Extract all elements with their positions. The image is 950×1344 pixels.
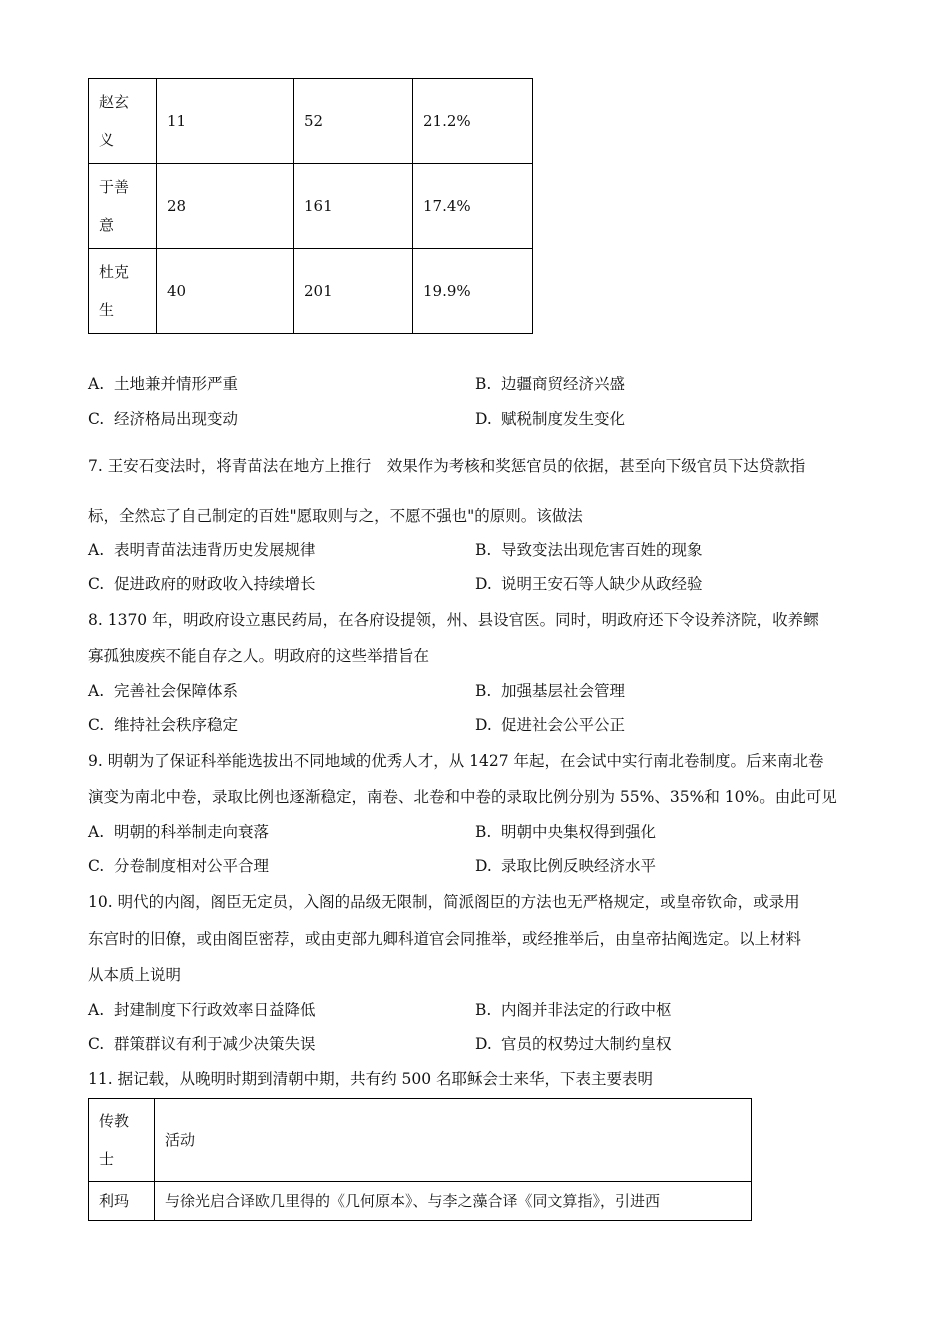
table-row: [89, 79, 533, 164]
table-cell-name: 赵玄 义: [89, 79, 157, 164]
table-cell: 利玛: [89, 1182, 155, 1221]
table-cell: 21.2%: [413, 79, 533, 164]
table-header-cell: 传教 士: [89, 1099, 155, 1182]
table-row: [89, 249, 533, 334]
table-cell-name: 于善 意: [89, 164, 157, 249]
q11-stem-line-1: 11. 据记载，从晚明时期到清朝中期，共有约 500 名耶稣会士来华，下表主要表明: [88, 1070, 654, 1088]
q6-option-a[interactable]: A. 土地兼并情形严重: [88, 375, 239, 393]
table-cell: 161: [294, 164, 413, 249]
table-header-row: [89, 1099, 752, 1182]
q6-option-b[interactable]: B. 边疆商贸经济兴盛: [475, 375, 626, 393]
q10-stem-line-3: 从本质上说明: [88, 966, 182, 984]
q9-option-d[interactable]: D. 录取比例反映经济水平: [475, 857, 657, 875]
q9-stem-line-2: 演变为南北中卷，录取比例也逐渐稳定，南卷、北卷和中卷的录取比例分别为 55%、35%和 10%。由此可见: [88, 788, 837, 806]
table-row: [89, 164, 533, 249]
q10-option-c[interactable]: C. 群策群议有利于减少决策失误: [88, 1035, 316, 1053]
data-table-1: [88, 78, 533, 334]
q10-option-b[interactable]: B. 内阁并非法定的行政中枢: [475, 1001, 672, 1019]
q7-option-d[interactable]: D. 说明王安石等人缺少从政经验: [475, 575, 703, 593]
table-cell: 与徐光启合译欧几里得的《几何原本》、与李之藻合译《同文算指》，引进西: [155, 1182, 752, 1221]
q9-option-a[interactable]: A. 明朝的科举制走向衰落: [88, 823, 270, 841]
table-cell: 28: [157, 164, 294, 249]
q9-stem-line-1: 9. 明朝为了保证科举能选拔出不同地域的优秀人才，从 1427 年起，在会试中实行南北卷制度。后来南北卷: [88, 752, 824, 770]
table-cell: 52: [294, 79, 413, 164]
missionary-table: [88, 1098, 752, 1221]
table-header-cell: 活动: [155, 1099, 752, 1182]
table-cell: 17.4%: [413, 164, 533, 249]
table-cell: 201: [294, 249, 413, 334]
q7-stem-line-1: 7. 王安石变法时，将青苗法在地方上推行 效果作为考核和奖惩官员的依据，甚至向下级官员下达贷款指: [88, 457, 806, 475]
table-cell: 11: [157, 79, 294, 164]
q7-stem-line-2: 标，全然忘了自己制定的百姓"愿取则与之，不愿不强也"的原则。该做法: [88, 507, 583, 525]
q9-option-b[interactable]: B. 明朝中央集权得到强化: [475, 823, 657, 841]
q6-option-c[interactable]: C. 经济格局出现变动: [88, 410, 239, 428]
q7-option-c[interactable]: C. 促进政府的财政收入持续增长: [88, 575, 316, 593]
q10-stem-line-2: 东宫时的旧僚，或由阁臣密荐，或由吏部九卿科道官会同推举，或经推举后，由皇帝拈阄选定。以上材料: [88, 930, 802, 948]
q8-option-b[interactable]: B. 加强基层社会管理: [475, 682, 626, 700]
q9-option-c[interactable]: C. 分卷制度相对公平合理: [88, 857, 270, 875]
q10-option-a[interactable]: A. 封建制度下行政效率日益降低: [88, 1001, 316, 1019]
table-cell: 19.9%: [413, 249, 533, 334]
q10-stem-line-1: 10. 明代的内阁，阁臣无定员，入阁的品级无限制，简派阁臣的方法也无严格规定，或皇帝钦命，或录用: [88, 893, 800, 911]
q8-option-d[interactable]: D. 促进社会公平公正: [475, 716, 626, 734]
q8-stem-line-1: 8. 1370 年，明政府设立惠民药局，在各府设提领，州、县设官医。同时，明政府还下令设养济院，收养鳏: [88, 611, 819, 629]
q8-stem-line-2: 寡孤独废疾不能自存之人。明政府的这些举措旨在: [88, 647, 430, 665]
q8-option-a[interactable]: A. 完善社会保障体系: [88, 682, 239, 700]
table-row: [89, 1182, 752, 1221]
table-cell: 40: [157, 249, 294, 334]
q7-option-a[interactable]: A. 表明青苗法违背历史发展规律: [88, 541, 316, 559]
q10-option-d[interactable]: D. 官员的权势过大制约皇权: [475, 1035, 672, 1053]
q7-option-b[interactable]: B. 导致变法出现危害百姓的现象: [475, 541, 703, 559]
q6-option-d[interactable]: D. 赋税制度发生变化: [475, 410, 626, 428]
table-cell-name: 杜克 生: [89, 249, 157, 334]
q8-option-c[interactable]: C. 维持社会秩序稳定: [88, 716, 239, 734]
